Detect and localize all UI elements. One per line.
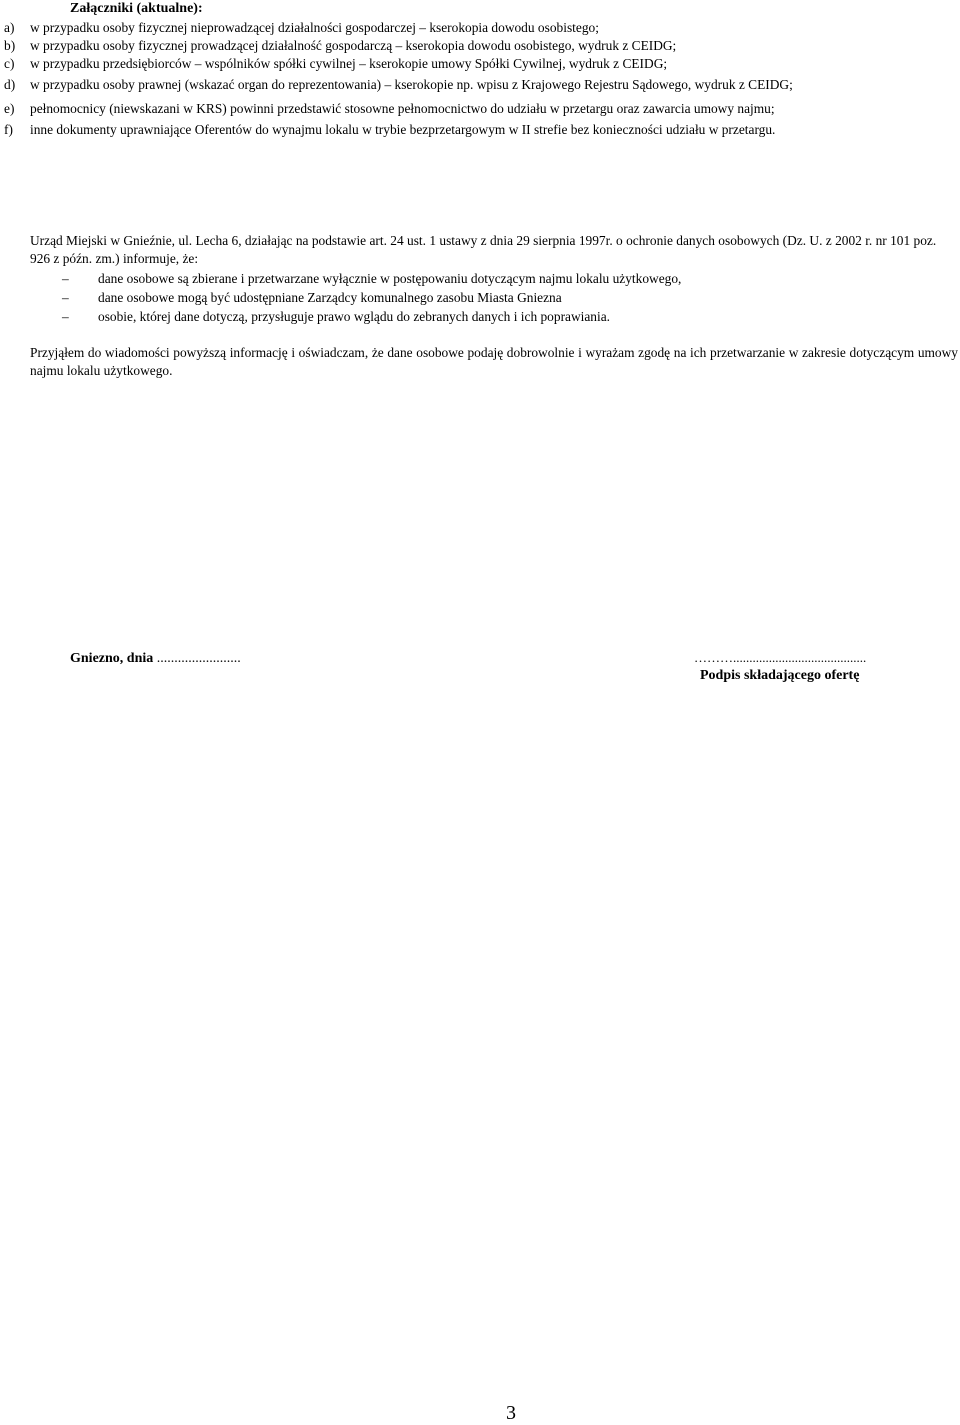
attachment-item-d — [4, 76, 793, 94]
consent-statement: Przyjąłem do wiadomości powyższą informację i oświadczam, że dane osobowe podaję dobrowolnie i wyrażam zgodę na ich przetwarzanie w zakresie dotyczącym umowy najmu lokalu użytkowego. — [30, 345, 958, 378]
attachment-label: e) — [4, 101, 15, 116]
signature-label: Podpis składającego ofertę — [700, 668, 860, 683]
attachment-label: c) — [4, 56, 15, 71]
attachment-item-f — [4, 121, 775, 139]
attachment-text: w przypadku osoby fizycznej nieprowadzącej działalności gospodarczej – kserokopia dowodu osobistego; — [30, 20, 599, 35]
place-date-label: Gniezno, dnia — [70, 651, 154, 666]
data-protection-info: Urząd Miejski w Gnieźnie, ul. Lecha 6, działając na podstawie art. 24 ust. 1 ustawy z dnia 29 sierpnia 1997r. o ochronie danych osobowych (Dz. U. z 2002 r. nr 101 poz. 926 z późn. zm.) informuje, że: — [30, 233, 937, 266]
attachment-text: w przypadku osoby fizycznej prowadzącej działalność gospodarczą – kserokopia dowodu osobistego, wydruk z CEIDG; — [30, 38, 677, 53]
dash-bullet: – — [62, 271, 69, 286]
attachment-label: a) — [4, 20, 15, 35]
info-point — [62, 270, 681, 288]
dash-bullet: – — [62, 290, 69, 305]
attachment-item-a — [4, 19, 599, 37]
page-number: 3 — [506, 1402, 516, 1424]
attachment-label: b) — [4, 38, 16, 53]
info-point-text: osobie, której dane dotyczą, przysługuje prawo wglądu do zebranych danych i ich poprawiania. — [98, 309, 611, 324]
place-date-line — [70, 650, 241, 668]
info-point-text: dane osobowe mogą być udostępniane Zarządcy komunalnego zasobu Miasta Gniezna — [98, 290, 562, 305]
attachment-label: d) — [4, 77, 16, 92]
attachment-label: f) — [4, 122, 13, 137]
info-point — [62, 289, 562, 307]
attachments-heading: Załączniki (aktualne): — [70, 1, 203, 16]
attachment-text: w przypadku przedsiębiorców – wspólników spółki cywilnej – kserokopie umowy Spółki Cywilnej, wydruk z CEIDG; — [30, 56, 668, 71]
attachment-text: inne dokumenty uprawniające Oferentów do wynajmu lokalu w trybie bezprzetargowym w II strefie bez konieczności udziału w przetargu. — [30, 122, 776, 137]
attachment-text: pełnomocnicy (niewskazani w KRS) powinni przedstawić stosowne pełnomocnictwo do udziału w przetargu oraz zawarcia umowy najmu; — [30, 101, 775, 116]
attachment-item-b — [4, 37, 676, 55]
info-point-text: dane osobowe są zbierane i przetwarzane wyłącznie w postępowaniu dotyczącym najmu lokalu użytkowego, — [98, 271, 682, 286]
info-point — [62, 308, 610, 326]
signature-line: ………......................................... — [694, 650, 867, 665]
attachment-item-e — [4, 100, 775, 118]
dash-bullet: – — [62, 309, 69, 324]
attachment-text: w przypadku osoby prawnej (wskazać organ do reprezentowania) – kserokopie np. wpisu z Krajowego Rejestru Sądowego, wydruk z CEIDG; — [30, 77, 793, 92]
place-date-dots: ........................ — [153, 651, 241, 666]
attachment-item-c — [4, 55, 667, 73]
